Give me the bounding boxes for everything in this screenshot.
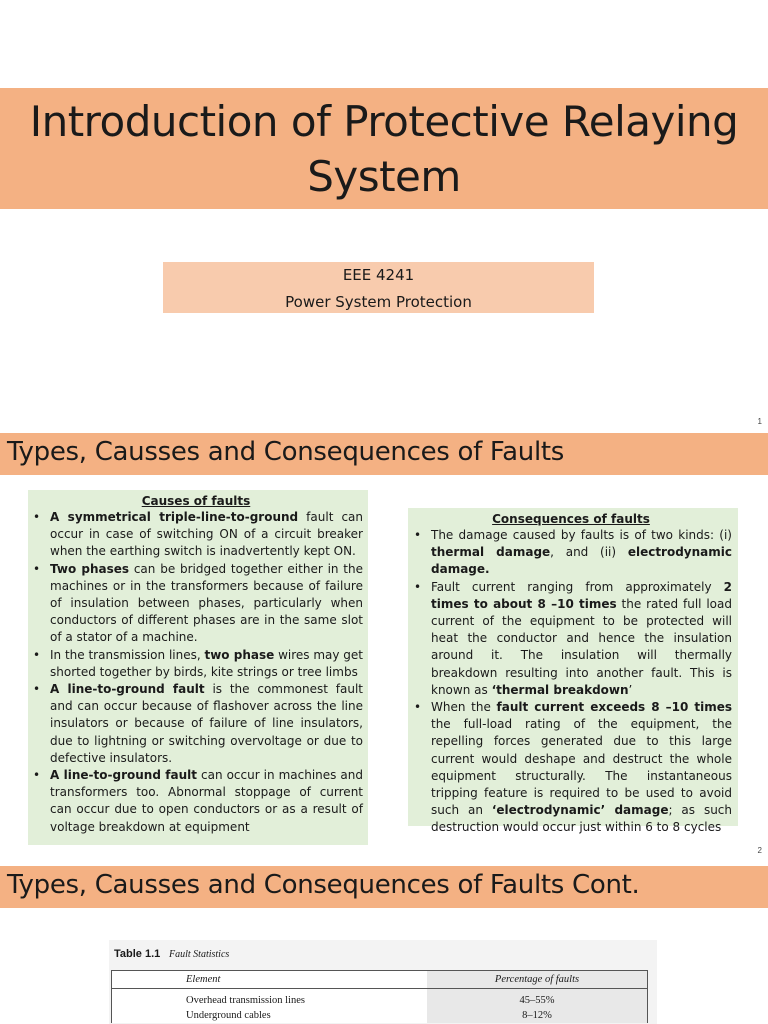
section-heading: Types, Causses and Consequences of Faults	[7, 437, 565, 467]
column-header-percentage: Percentage of faults	[427, 971, 648, 989]
table-label: Table 1.1	[114, 948, 161, 960]
consequences-list	[410, 527, 732, 837]
slide-title	[4, 94, 764, 204]
slide-title-line1: Introduction of Protective Relaying	[29, 96, 739, 146]
slide-title-line2: System	[307, 151, 461, 201]
list-item: • The damage caused by faults is of two kinds: (i) thermal damage, and (ii) electrodynamic damage.	[410, 527, 732, 579]
page-number-1: 1	[757, 417, 762, 426]
cell-element: Overhead transmission lines	[112, 993, 427, 1008]
table-header-row	[112, 971, 648, 989]
list-item: • When the fault current exceeds 8 –10 times the full-load rating of the equipment, the repelling forces generated due to this large current would deshape and destruct the whole equipment structurally. The instantaneous tripping feature is required to be used to avoid such an ‘electrodynamic’ damage; as such destruction would occur just within 6 to 8 cycles	[410, 699, 732, 837]
course-code: EEE 4241	[342, 266, 415, 284]
table-row	[112, 993, 648, 1008]
title-banner	[0, 88, 768, 209]
course-info-box	[163, 262, 594, 313]
fault-statistics-table-figure	[109, 940, 657, 1024]
causes-title: Causes of faults	[141, 494, 251, 508]
table-name: Fault Statistics	[169, 949, 230, 960]
list-item: • Fault current ranging from approximately 2 times to about 8 –10 times the rated full load current of the equipment to be protected will heat the conductor and hence the insulation around it. The insulation will thermally breakdown resulting into another fault. This is known as ‘thermal breakdown’	[410, 579, 732, 699]
section-heading-band	[0, 433, 768, 475]
consequences-box	[408, 508, 738, 835]
list-item: • A line-to-ground fault can occur in machines and transformers too. Abnormal stoppage of current can occur due to open conductors or as a result of voltage breakdown at equipment	[29, 767, 363, 836]
list-item: • In the transmission lines, two phase wires may get shorted together by birds, kite strings or tree limbs	[29, 647, 363, 681]
causes-box	[28, 490, 368, 845]
section-heading-band-cont	[0, 866, 768, 908]
fault-statistics-table	[111, 970, 648, 1023]
column-header-element: Element	[112, 971, 427, 989]
causes-list	[29, 509, 363, 836]
table-caption	[114, 948, 229, 960]
page-number-2: 2	[757, 846, 762, 855]
cell-percentage: 45–55%	[427, 993, 648, 1008]
cell-element: Underground cables	[112, 1008, 427, 1023]
list-item: • Two phases can be bridged together either in the machines or in the transformers because of failure of insulation between phases, particularly when conductors of different phases are in the same slot of a stator of a machine.	[29, 561, 363, 647]
course-name: Power System Protection	[285, 293, 472, 311]
table-row	[112, 1008, 648, 1023]
list-item: • A symmetrical triple-line-to-ground fault can occur in case of switching ON of a circuit breaker when the earthing switch is inadvertently kept ON.	[29, 509, 363, 561]
cell-percentage: 8–12%	[427, 1008, 648, 1023]
list-item: • A line-to-ground fault is the commonest fault and can occur because of flashover across the line insulators or because of failure of line insulators, due to lightning or switching overvoltage or due to defective insulators.	[29, 681, 363, 767]
section-heading-cont: Types, Causses and Consequences of Faults Cont.	[7, 870, 640, 900]
consequences-title: Consequences of faults	[492, 512, 650, 526]
